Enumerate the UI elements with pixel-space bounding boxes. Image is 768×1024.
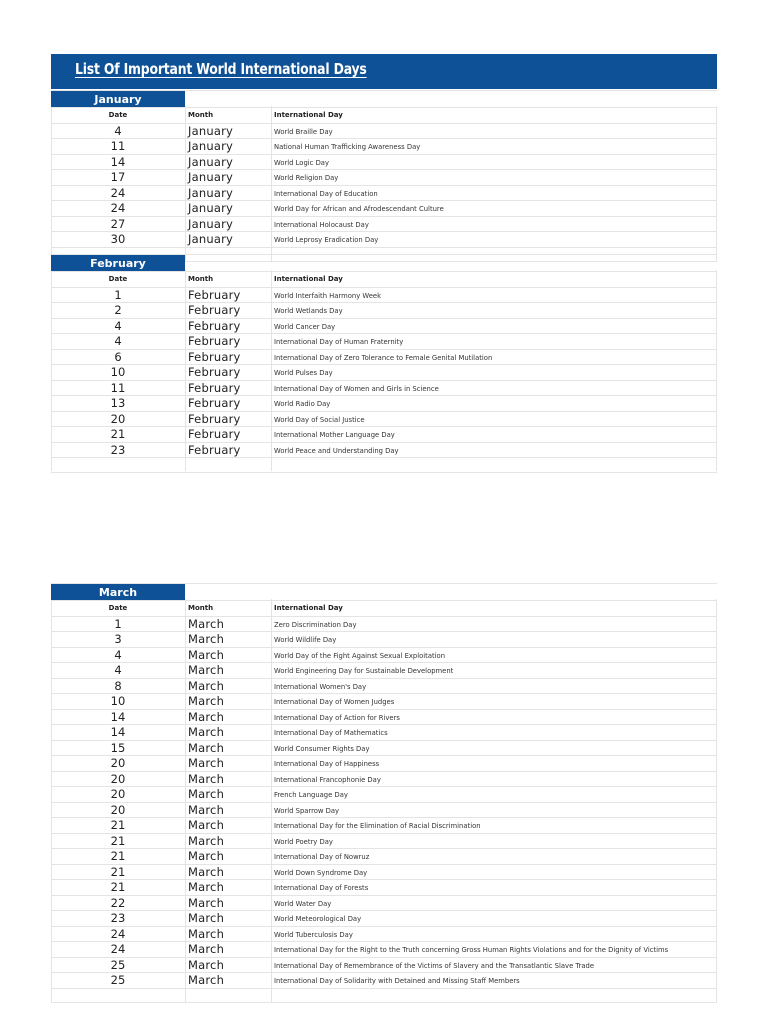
table-row (51, 817, 717, 833)
date-cell: 10 (110, 694, 126, 708)
day-cell: International Day for the Elimination of Racial Discrimination (274, 822, 481, 830)
month-cell: March (188, 957, 225, 972)
table-row (51, 926, 717, 942)
day-cell: Zero Discrimination Day (274, 620, 357, 629)
section-header-row (51, 254, 717, 271)
date-cell: 20 (110, 802, 126, 817)
month-cell: February (188, 442, 241, 457)
month-cell: February (188, 380, 241, 395)
day-cell: World Day of Social Justice (274, 415, 365, 424)
day-cell: International Francophonie Day (274, 775, 381, 784)
date-cell: 1 (114, 616, 122, 631)
blank-row (51, 988, 717, 1004)
date-cell: 11 (110, 380, 126, 395)
table-row (51, 709, 717, 725)
table-row (51, 941, 717, 957)
table-row (51, 364, 717, 380)
day-cell: World Peace and Understanding Day (274, 446, 399, 455)
date-cell: 21 (110, 880, 126, 894)
table-row (51, 755, 717, 771)
month-cell: March (188, 818, 225, 832)
table-row (51, 411, 717, 427)
date-column-header: Date (108, 604, 128, 612)
day-cell: French Language Day (274, 791, 348, 799)
date-cell: 25 (110, 973, 126, 987)
month-cell: February (188, 427, 241, 441)
table-row (51, 678, 717, 694)
day-cell: World Meteorological Day (274, 915, 362, 923)
date-cell: 30 (110, 232, 126, 246)
month-cell: February (188, 411, 241, 426)
table-row (51, 333, 717, 349)
month-cell: February (188, 334, 241, 348)
month-cell: March (188, 740, 225, 755)
day-cell: World Interfaith Harmony Week (274, 291, 382, 300)
section-march (51, 583, 717, 1002)
section-january (51, 90, 717, 261)
date-column-header: Date (108, 111, 128, 119)
table-row (51, 740, 717, 756)
day-cell: World Cancer Day (274, 322, 336, 331)
date-cell: 11 (110, 139, 126, 153)
section-header-row (51, 90, 717, 107)
month-cell: February (188, 365, 241, 379)
table-row (51, 771, 717, 787)
day-cell: World Water Day (274, 899, 332, 908)
day-cell: World Pulses Day (274, 369, 333, 377)
table-row (51, 123, 717, 139)
day-cell: National Human Trafficking Awareness Day (274, 143, 421, 151)
date-cell: 25 (110, 957, 126, 972)
table-row (51, 395, 717, 411)
date-cell: 27 (110, 216, 126, 231)
table-row (51, 349, 717, 365)
table-row (51, 833, 717, 849)
day-cell: International Day of Forests (274, 884, 369, 892)
month-cell: March (188, 833, 225, 848)
day-cell: International Day of Human Fraternity (274, 338, 404, 346)
table-row (51, 724, 717, 740)
date-cell: 15 (110, 740, 126, 755)
date-cell: 20 (110, 756, 126, 770)
month-cell: March (188, 849, 225, 863)
table-row (51, 426, 717, 442)
date-cell: 23 (110, 442, 126, 457)
date-cell: 20 (110, 771, 126, 786)
day-column-header: International Day (274, 111, 343, 119)
date-column-header: Date (108, 275, 128, 283)
day-cell: World Logic Day (274, 158, 329, 167)
day-column-header: International Day (274, 604, 343, 612)
day-cell: World Wetlands Day (274, 307, 343, 315)
month-cell: March (188, 771, 225, 786)
table-row (51, 864, 717, 880)
table-row (51, 302, 717, 318)
section-month-label: January (51, 91, 185, 107)
table-row (51, 318, 717, 334)
date-cell: 14 (110, 154, 126, 169)
date-cell: 13 (110, 396, 126, 410)
table-row (51, 154, 717, 170)
day-cell: International Day of Happiness (274, 760, 380, 768)
date-cell: 8 (114, 678, 122, 693)
table-row (51, 631, 717, 647)
day-cell: International Day for the Right to the Truth concerning Gross Human Rights Violations and for the Dignity of Victims (274, 946, 669, 954)
day-cell: International Day of Nowruz (274, 853, 370, 861)
date-cell: 17 (110, 170, 126, 184)
day-cell: World Braille Day (274, 127, 333, 136)
date-cell: 24 (110, 201, 126, 215)
date-cell: 20 (110, 787, 126, 801)
table-row (51, 287, 717, 303)
month-cell: March (188, 709, 225, 724)
month-cell: March (188, 864, 225, 879)
table-row (51, 442, 717, 458)
table-row (51, 895, 717, 911)
day-cell: International Mother Language Day (274, 431, 395, 439)
month-cell: March (188, 663, 225, 677)
day-cell: International Day of Zero Tolerance to Female Genital Mutilation (274, 353, 493, 362)
date-cell: 23 (110, 911, 126, 925)
column-header-row (51, 271, 717, 287)
month-cell: March (188, 911, 225, 925)
date-cell: 10 (110, 365, 126, 379)
table-row (51, 786, 717, 802)
date-cell: 1 (114, 287, 122, 302)
table-row (51, 662, 717, 678)
day-cell: International Day of Solidarity with Detained and Missing Staff Members (274, 977, 520, 985)
month-cell: March (188, 942, 225, 956)
day-cell: World Consumer Rights Day (274, 744, 370, 753)
date-cell: 21 (110, 849, 126, 863)
month-cell: January (188, 216, 233, 231)
title-bar (51, 54, 717, 89)
day-cell: World Down Syndrome Day (274, 868, 368, 877)
column-header-row (51, 107, 717, 123)
table-row (51, 848, 717, 864)
month-cell: February (188, 349, 241, 364)
date-cell: 20 (110, 411, 126, 426)
date-cell: 4 (114, 318, 122, 333)
month-cell: February (188, 318, 241, 333)
day-cell: World Radio Day (274, 400, 331, 408)
month-cell: March (188, 756, 225, 770)
month-cell: January (188, 185, 233, 200)
table-row (51, 380, 717, 396)
month-cell: February (188, 396, 241, 410)
day-cell: World Leprosy Eradication Day (274, 236, 379, 244)
month-cell: March (188, 895, 225, 910)
table-row (51, 879, 717, 895)
table-row (51, 169, 717, 185)
date-cell: 24 (110, 942, 126, 956)
month-cell: March (188, 725, 225, 739)
day-cell: International Women's Day (274, 682, 367, 691)
month-cell: January (188, 170, 233, 184)
month-column-header: Month (188, 604, 214, 612)
table-row (51, 185, 717, 201)
date-cell: 4 (114, 663, 122, 677)
month-cell: March (188, 973, 225, 987)
date-cell: 24 (110, 185, 126, 200)
day-column-header: International Day (274, 275, 343, 283)
month-cell: March (188, 616, 225, 631)
day-cell: International Day of Education (274, 189, 378, 198)
date-cell: 6 (114, 349, 122, 364)
month-cell: January (188, 232, 233, 246)
day-cell: International Holocaust Day (274, 220, 369, 229)
table-row (51, 647, 717, 663)
date-cell: 21 (110, 833, 126, 848)
table-row (51, 216, 717, 232)
date-cell: 4 (114, 123, 122, 138)
day-cell: International Day of Women Judges (274, 698, 395, 706)
table-row (51, 231, 717, 247)
day-cell: World Day for African and Afrodescendant Culture (274, 205, 444, 213)
month-cell: March (188, 880, 225, 894)
date-cell: 24 (110, 926, 126, 941)
day-cell: International Day of Women and Girls in Science (274, 384, 439, 393)
month-column-header: Month (188, 275, 214, 283)
day-cell: World Engineering Day for Sustainable Development (274, 667, 454, 675)
month-cell: March (188, 787, 225, 801)
blank-row (51, 457, 717, 473)
column-header-row (51, 600, 717, 616)
section-february (51, 254, 717, 471)
date-cell: 4 (114, 647, 122, 662)
table-row (51, 972, 717, 988)
date-cell: 21 (110, 864, 126, 879)
table-row (51, 200, 717, 216)
date-cell: 14 (110, 725, 126, 739)
month-column-header: Month (188, 111, 214, 119)
date-cell: 22 (110, 895, 126, 910)
page-title: List Of Important World International Days (75, 60, 367, 78)
month-cell: March (188, 802, 225, 817)
month-cell: February (188, 287, 241, 302)
date-cell: 21 (110, 818, 126, 832)
day-cell: International Day of Remembrance of the Victims of Slavery and the Transatlantic Slave Trade (274, 961, 595, 970)
month-cell: March (188, 632, 225, 646)
month-cell: January (188, 154, 233, 169)
date-cell: 14 (110, 709, 126, 724)
day-cell: World Tuberculosis Day (274, 930, 353, 939)
day-cell: International Day of Mathematics (274, 729, 388, 737)
month-cell: March (188, 926, 225, 941)
date-cell: 4 (114, 334, 122, 348)
day-cell: World Day of the Fight Against Sexual Exploitation (274, 651, 446, 660)
month-cell: January (188, 201, 233, 215)
section-month-label: February (51, 255, 185, 271)
table-row (51, 616, 717, 632)
table-row (51, 910, 717, 926)
date-cell: 3 (114, 632, 122, 646)
day-cell: World Wildlife Day (274, 636, 337, 644)
day-cell: World Poetry Day (274, 837, 333, 846)
table-row (51, 957, 717, 973)
day-cell: World Sparrow Day (274, 806, 340, 815)
day-cell: World Religion Day (274, 174, 339, 182)
month-cell: January (188, 123, 233, 138)
month-cell: March (188, 694, 225, 708)
section-month-label: March (51, 584, 185, 600)
date-cell: 21 (110, 427, 126, 441)
section-header-row (51, 583, 717, 600)
table-row (51, 693, 717, 709)
table-row (51, 138, 717, 154)
month-cell: March (188, 647, 225, 662)
month-cell: January (188, 139, 233, 153)
date-cell: 2 (114, 303, 122, 317)
month-cell: March (188, 678, 225, 693)
table-row (51, 802, 717, 818)
day-cell: International Day of Action for Rivers (274, 713, 400, 722)
month-cell: February (188, 303, 241, 317)
